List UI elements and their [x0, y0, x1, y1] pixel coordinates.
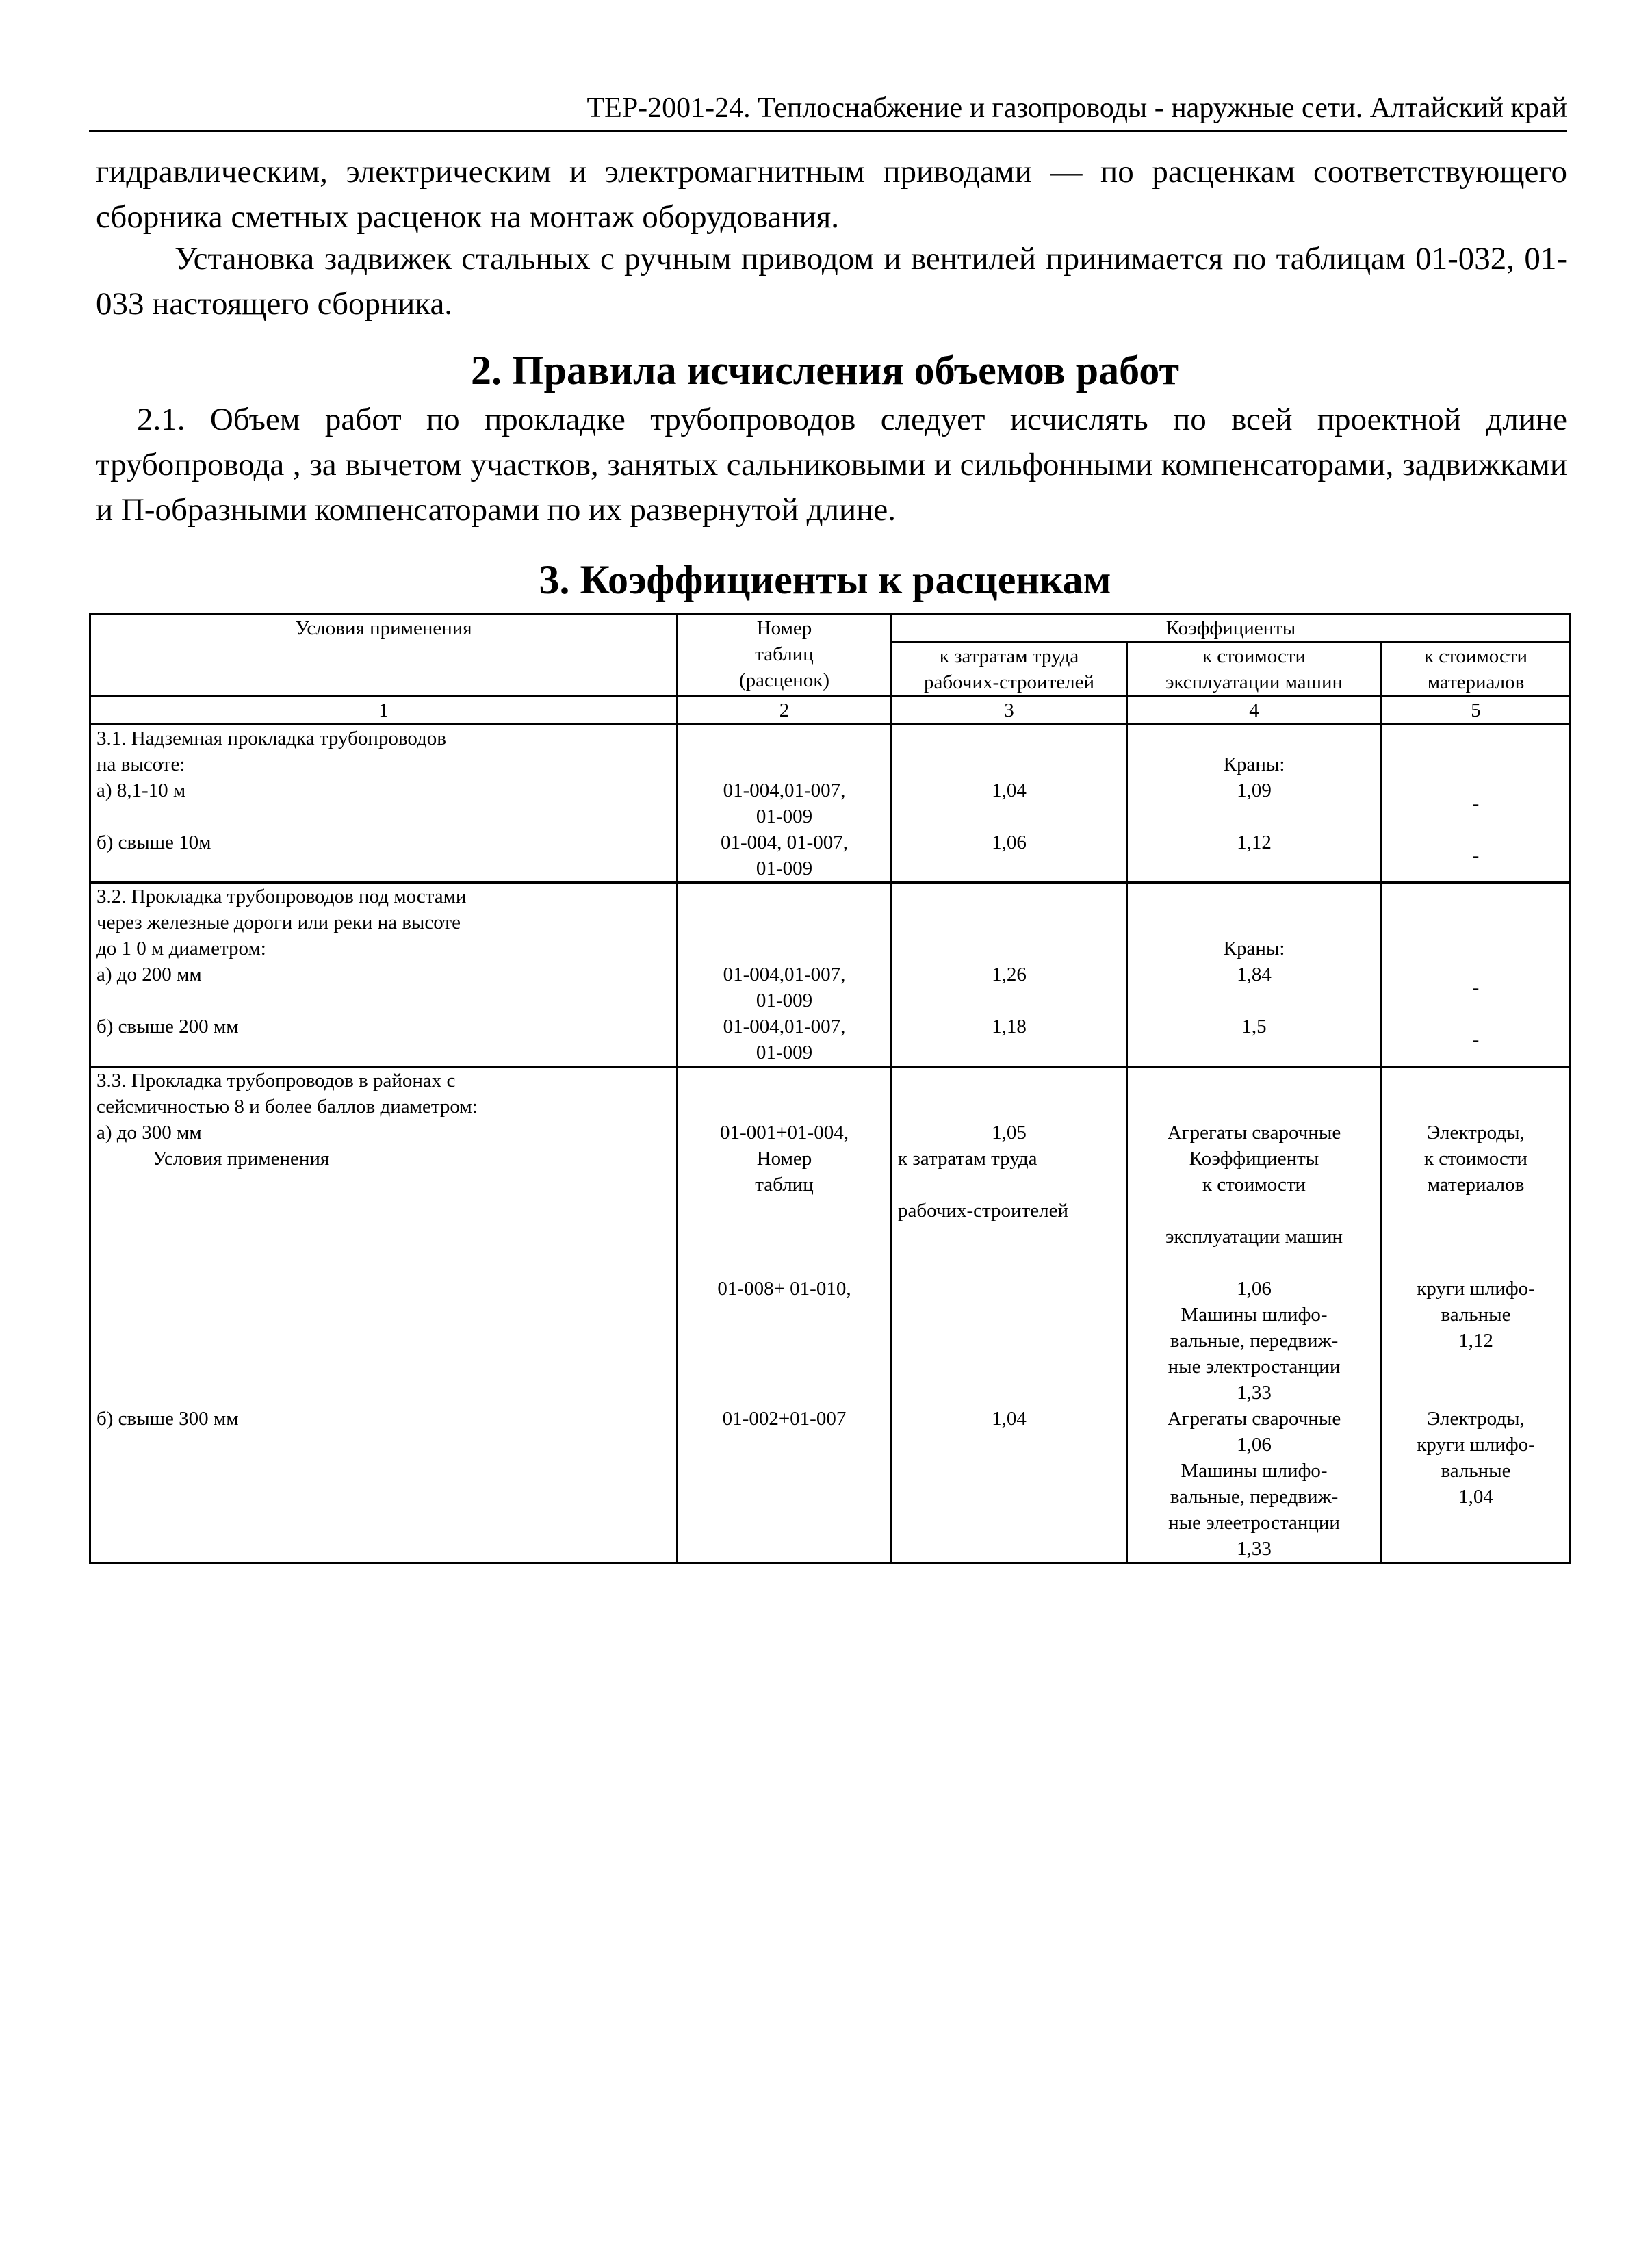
column-number: 4 — [1127, 697, 1382, 725]
labor-coef-cell: 1,18 — [892, 1014, 1127, 1067]
materials-coef-cell: - — [1382, 962, 1571, 1014]
group-title-3-1: 3.1. Надземная прокладка трубопроводов на высоте: — [90, 725, 678, 778]
condition-cell: б) свыше 10м — [90, 829, 678, 883]
table-row — [90, 777, 1571, 829]
machines-coef-cell: 1,12 — [1127, 829, 1382, 883]
table-number-cell: 01-002+01-007 — [678, 1406, 892, 1563]
table-row — [90, 883, 1571, 962]
repeated-header-machines: Коэффициенты к стоимости эксплуатации машин — [1127, 1146, 1382, 1250]
table-number-cell: 01-001+01-004, — [678, 1120, 892, 1146]
labor-coef-cell: 1,04 — [892, 1406, 1127, 1563]
column-number: 1 — [90, 697, 678, 725]
machines-coef-cell: 1,5 — [1127, 1014, 1382, 1067]
condition-cell: а) до 200 мм — [90, 962, 678, 1014]
group-title-3-2: 3.2. Прокладка трубопроводов под мостами через железные дороги или реки на высоте до 1 0 м диаметром: — [90, 883, 678, 962]
table-number-cell: 01-004, 01-007, 01-009 — [678, 829, 892, 883]
group-title-3-3: 3.3. Прокладка трубопроводов в районах с сейсмичностью 8 и более баллов диаметром: — [90, 1067, 678, 1120]
table-number-cell: 01-004,01-007, 01-009 — [678, 1014, 892, 1067]
repeated-header-materials: к стоимости материалов — [1382, 1146, 1571, 1250]
header-labor: к затратам труда рабочих-строителей — [892, 643, 1127, 697]
labor-coef-cell: 1,26 — [892, 962, 1127, 1014]
machines-coef-cell: 1,06 Машины шлифо- вальные, передвиж- ные электростанции 1,33 — [1127, 1250, 1382, 1406]
cranes-label: Краны: — [1127, 883, 1382, 962]
machines-coef-cell: 1,84 — [1127, 962, 1382, 1014]
condition-cell: б) свыше 300 мм — [90, 1406, 678, 1563]
coefficients-table — [89, 613, 1571, 1564]
table-row — [90, 725, 1571, 778]
table-row — [90, 1146, 1571, 1250]
table-row — [90, 1014, 1571, 1067]
section-2-heading: 2. Правила исчисления объемов работ — [471, 348, 1179, 393]
table-row — [90, 1406, 1571, 1563]
table-row — [90, 962, 1571, 1014]
materials-coef-cell: Электроды, круги шлифо- вальные 1,04 — [1382, 1406, 1571, 1563]
labor-coef-cell: 1,04 — [892, 777, 1127, 829]
repeated-header-conditions: Условия применения — [90, 1146, 678, 1250]
paragraph-volume-rules: 2.1. Объем работ по прокладке трубопроводов следует исчислять по всей проектной длине трубопровода , за вычетом участков, занятых сальниковыми и сильфонными компенсаторами, задвижками и П-образными компенсаторами по их развернутой длине. — [96, 402, 1567, 528]
column-number: 2 — [678, 697, 892, 725]
materials-coef-cell: - — [1382, 1014, 1571, 1067]
cranes-label: Краны: — [1127, 725, 1382, 778]
column-number: 3 — [892, 697, 1127, 725]
condition-cell: б) свыше 200 мм — [90, 1014, 678, 1067]
repeated-header-labor: к затратам труда рабочих-строителей — [892, 1146, 1127, 1250]
header-rule — [89, 130, 1567, 132]
header-machines: к стоимости эксплуатации машин — [1127, 643, 1382, 697]
paragraph-drives: гидравлическим, электрическим и электромагнитным приводами — по расценкам соответствующего сборника сметных расценок на монтаж оборудования. — [96, 154, 1567, 235]
header-table-number: Номер таблиц (расценок) — [678, 615, 892, 697]
machines-coef-cell: 1,09 — [1127, 777, 1382, 829]
header-materials: к стоимости материалов — [1382, 643, 1571, 697]
machines-coef-cell: Агрегаты сварочные — [1127, 1120, 1382, 1146]
condition-cell: а) 8,1-10 м — [90, 777, 678, 829]
table-row — [90, 1250, 1571, 1406]
header-conditions: Условия применения — [90, 615, 678, 697]
materials-coef-cell: Электроды, — [1382, 1120, 1571, 1146]
table-row — [90, 1120, 1571, 1146]
paragraph-valves: Установка задвижек стальных с ручным приводом и вентилей принимается по таблицам 01-032, 01-033 настоящего сборника. — [96, 241, 1567, 322]
column-number: 5 — [1382, 697, 1571, 725]
materials-coef-cell: - — [1382, 777, 1571, 829]
table-row — [90, 829, 1571, 883]
section-3-heading: 3. Коэффициенты к расценкам — [539, 557, 1111, 602]
table-number-cell: 01-004,01-007, 01-009 — [678, 777, 892, 829]
labor-coef-cell: 1,05 — [892, 1120, 1127, 1146]
machines-coef-cell: Агрегаты сварочные 1,06 Машины шлифо- вальные, передвиж- ные элеетростанции 1,33 — [1127, 1406, 1382, 1563]
running-header: ТЕР-2001-24. Теплоснабжение и газопроводы - наружные сети. Алтайский край — [586, 92, 1567, 124]
header-coefficients: Коэффициенты — [892, 615, 1571, 643]
table-row — [90, 1067, 1571, 1120]
repeated-header-number: Номер таблиц — [678, 1146, 892, 1250]
condition-cell: а) до 300 мм — [90, 1120, 678, 1146]
materials-coef-cell: круги шлифо- вальные 1,12 — [1382, 1250, 1571, 1406]
materials-coef-cell: - — [1382, 829, 1571, 883]
labor-coef-cell: 1,06 — [892, 829, 1127, 883]
table-number-cell: 01-008+ 01-010, — [678, 1250, 892, 1406]
table-number-cell: 01-004,01-007, 01-009 — [678, 962, 892, 1014]
